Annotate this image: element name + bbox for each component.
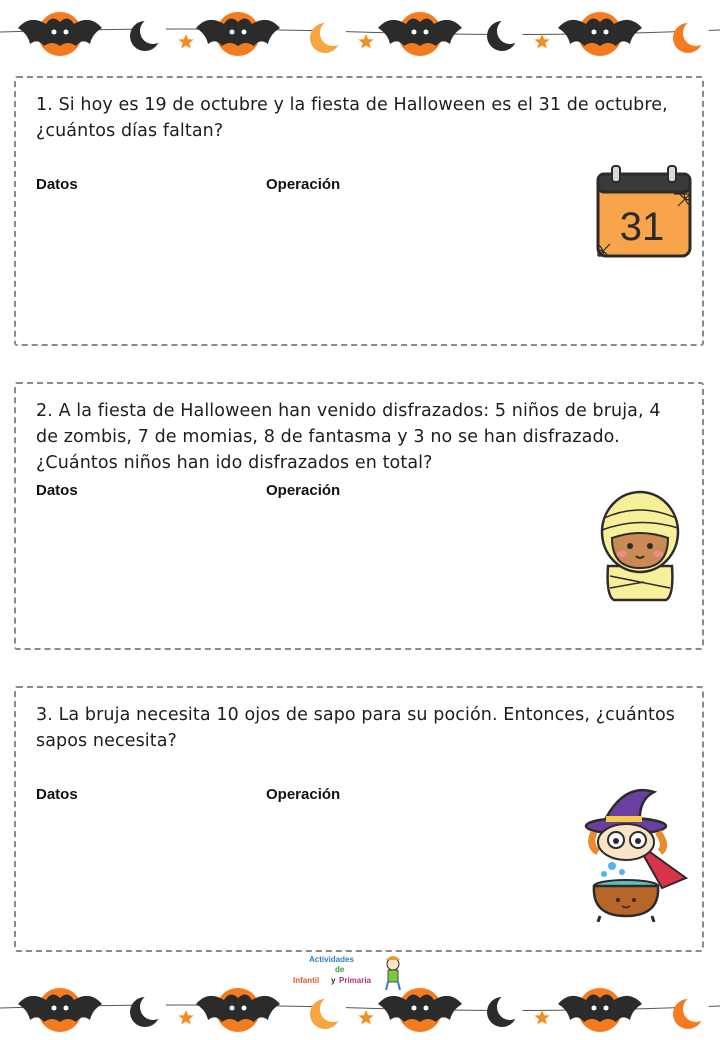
- bat-icon: [196, 988, 280, 1032]
- problem-3-text: [36, 702, 686, 754]
- problem-3-statement: La bruja necesita 10 ojos de sapo para su poción. Entonces, ¿cuántos sapos necesita?: [36, 705, 676, 751]
- bat-icon: [558, 12, 642, 56]
- garland-decoration: [0, 988, 720, 1032]
- bat-icon: [196, 12, 280, 56]
- halloween-garland-bottom: [0, 980, 720, 1040]
- problem-1-number: 1.: [36, 95, 53, 115]
- moon-icon: [487, 18, 523, 51]
- star-icon: [358, 34, 373, 49]
- problem-3-number: 3.: [36, 705, 53, 725]
- garland-decoration: [0, 12, 720, 56]
- moon-icon: [673, 20, 709, 53]
- problem-1-statement: Si hoy es 19 de octubre y la fiesta de Halloween es el 31 de octubre, ¿cuántos días faltan?: [36, 95, 668, 141]
- calendar-day-number: 31: [619, 205, 665, 249]
- logo-line-2: de: [335, 965, 345, 974]
- problem-2-text: [36, 398, 686, 476]
- problem-card-3: [14, 686, 704, 952]
- bat-icon: [378, 12, 462, 56]
- star-icon: [534, 1010, 549, 1025]
- operacion-label-3: Operación: [266, 786, 341, 803]
- star-icon: [534, 34, 549, 49]
- problem-card-2: [14, 382, 704, 650]
- moon-icon: [130, 18, 166, 51]
- logo-line-3b: y: [331, 976, 336, 985]
- bat-icon: [18, 12, 102, 56]
- datos-label-1: Datos: [36, 176, 78, 193]
- problem-2-number: 2.: [36, 401, 53, 421]
- moon-icon: [130, 994, 166, 1027]
- mummy-icon: [594, 488, 686, 602]
- star-icon: [178, 1010, 193, 1025]
- datos-label-2: Datos: [36, 482, 78, 499]
- star-icon: [358, 1010, 373, 1025]
- moon-icon: [487, 994, 523, 1027]
- operacion-label-1: Operación: [266, 176, 341, 193]
- problem-1-text: [36, 92, 686, 144]
- logo-line-3c: Primaria: [339, 976, 372, 985]
- halloween-garland-top: [0, 4, 720, 64]
- problem-card-1: [14, 76, 704, 346]
- problem-2-statement: A la fiesta de Halloween han venido disfrazados: 5 niños de bruja, 4 de zombis, 7 de momias, 8 de fantasma y 3 no se han disfrazado. ¿Cuántos niños han ido disfrazados en total?: [36, 401, 661, 473]
- bat-icon: [18, 988, 102, 1032]
- logo-line-3a: Infantil: [293, 976, 320, 985]
- datos-label-3: Datos: [36, 786, 78, 803]
- moon-icon: [310, 20, 346, 53]
- bat-icon: [558, 988, 642, 1032]
- witch-cauldron-icon: [582, 788, 694, 922]
- moon-icon: [310, 996, 346, 1029]
- moon-icon: [673, 996, 709, 1029]
- calendar-icon: [594, 164, 694, 260]
- bat-icon: [378, 988, 462, 1032]
- logo-line-1: Actividades: [309, 955, 354, 964]
- star-icon: [178, 34, 193, 49]
- operacion-label-2: Operación: [266, 482, 341, 499]
